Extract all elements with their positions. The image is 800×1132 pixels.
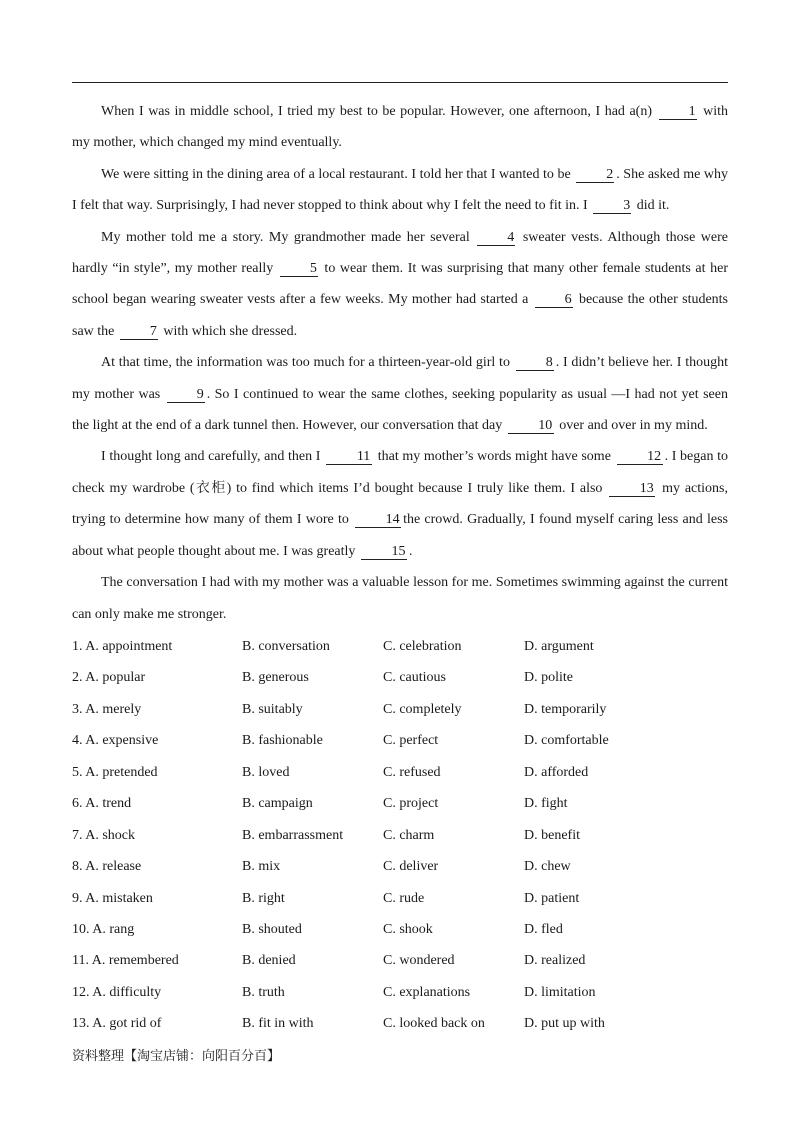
blank-4: 4 [477, 230, 515, 246]
cloze-passage [72, 96, 728, 630]
option-choice: B. conversation [242, 639, 330, 654]
blank-5: 5 [280, 261, 318, 277]
option-choice: C. deliver [383, 859, 439, 875]
paragraph [72, 441, 728, 567]
option-row [72, 1008, 728, 1039]
blank-11: 11 [326, 449, 372, 465]
option-choice: B. generous [242, 670, 309, 686]
footer-note: 资料整理【淘宝店铺：向阳百分百】 [72, 1049, 281, 1064]
passage-text: . So I continued to wear the same clothes, seeking popularity as usual —I had not yet seen the light at the end of a dark tunnel then. However, our conversation that day [72, 386, 728, 434]
option-choice: C. charm [383, 827, 435, 843]
option-choice: 11. A. remembered [72, 953, 179, 969]
option-choice: B. right [242, 890, 285, 906]
option-choice: D. fight [524, 796, 568, 812]
answer-options [72, 631, 728, 1040]
blank-2: 2 [576, 167, 614, 183]
option-choice: C. explanations [383, 984, 471, 1000]
option-choice: D. patient [524, 890, 580, 906]
option-choice: D. limitation [524, 984, 596, 1000]
option-choice: C. shook [383, 921, 433, 937]
option-choice: 3. A. merely [72, 701, 142, 717]
option-choice: B. loved [242, 764, 290, 780]
option-choice: B. mix [242, 859, 281, 875]
option-choice: 4. A. expensive [72, 733, 159, 749]
option-choice: 8. A. release [72, 859, 142, 875]
option-choice: C. rude [383, 890, 425, 906]
option-row [72, 977, 728, 1008]
option-row [72, 820, 728, 851]
option-choice: C. cautious [383, 670, 446, 686]
option-choice: D. comfortable [524, 733, 609, 749]
option-choice: 1. A. appointment [72, 639, 173, 654]
option-row [72, 945, 728, 976]
blank-13: 13 [609, 481, 655, 497]
option-choice: C. completely [383, 701, 462, 717]
passage-text: We were sitting in the dining area of a local restaurant. I told her that I wanted to be [101, 166, 575, 182]
option-choice: C. looked back on [383, 1016, 485, 1032]
passage-text: My mother told me a story. My grandmother made her several [101, 229, 476, 245]
passage-text: to wear them. It was surprising that many other female students at her school began wearing sweater vests after a few weeks. My mother had started a [72, 261, 728, 308]
paragraph [72, 159, 728, 222]
paragraph [72, 96, 728, 159]
option-choice: B. embarrassment [242, 827, 344, 843]
paragraph [72, 347, 728, 441]
option-choice: C. project [383, 796, 439, 812]
passage-text: At that time, the information was too much for a thirteen-year-old girl to [101, 355, 514, 371]
option-row [72, 883, 728, 914]
option-choice: 2. A. popular [72, 670, 146, 686]
option-choice: C. refused [383, 764, 441, 780]
blank-1: 1 [659, 104, 697, 120]
passage-text: did it. [633, 198, 670, 214]
option-row [72, 788, 728, 819]
option-choice: C. perfect [383, 733, 439, 749]
option-choice: 12. A. difficulty [72, 984, 162, 1000]
option-choice: C. wondered [383, 953, 455, 969]
paragraph [72, 222, 728, 348]
option-choice: 5. A. pretended [72, 764, 158, 780]
option-choice: B. fit in with [242, 1016, 314, 1032]
passage-text: . She asked me why I felt that way. Surprisingly, I had never stopped to think about why I felt the need to fit in. I [72, 166, 729, 214]
passage-text: sweater vests. Although those were hardly “in style”, my mother really [72, 229, 729, 277]
passage-text: over and over in my mind. [555, 418, 708, 434]
option-choice: D. temporarily [524, 701, 607, 717]
option-choice: C. celebration [383, 639, 462, 654]
option-choice: 6. A. trend [72, 796, 132, 812]
passage-text: with my mother, which changed my mind eventually. [72, 104, 729, 151]
passage-text: I thought long and carefully, and then I [101, 449, 325, 465]
blank-8: 8 [516, 355, 554, 371]
option-choice: B. suitably [242, 701, 303, 717]
option-choice: D. argument [524, 639, 594, 654]
blank-10: 10 [508, 418, 554, 434]
option-row [72, 662, 728, 693]
blank-6: 6 [535, 292, 573, 308]
paragraph [72, 567, 728, 630]
blank-3: 3 [593, 198, 631, 214]
option-choice: B. shouted [242, 921, 302, 937]
passage-text: because the other students saw the [72, 292, 729, 339]
option-choice: 9. A. mistaken [72, 890, 153, 906]
option-row [72, 725, 728, 756]
option-choice: B. denied [242, 953, 296, 969]
option-choice: B. campaign [242, 796, 313, 812]
option-choice: D. chew [524, 859, 571, 875]
option-choice: 7. A. shock [72, 827, 135, 843]
blank-14: 14 [355, 512, 401, 528]
option-choice: 13. A. got rid of [72, 1016, 162, 1032]
blank-9: 9 [167, 387, 205, 403]
passage-text: The conversation I had with my mother was a valuable lesson for me. Sometimes swimming against the current can only make me stronger. [72, 575, 728, 622]
passage-text: my actions, trying to determine how many of them I wore to [72, 480, 729, 528]
option-choice: D. fled [524, 921, 563, 937]
option-choice: D. afforded [524, 764, 589, 780]
option-choice: 10. A. rang [72, 921, 135, 937]
passage-text: . [408, 543, 413, 559]
option-row [72, 631, 728, 662]
option-row [72, 851, 728, 882]
passage-text: When I was in middle school, I tried my best to be popular. However, one afternoon, I had a(n) [101, 104, 657, 119]
header-rule [72, 82, 728, 83]
blank-15: 15 [361, 544, 407, 560]
option-choice: D. put up with [524, 1016, 605, 1032]
passage-text: the crowd. Gradually, I found myself caring less and less about what people thought about me. I was greatly [72, 512, 729, 559]
option-choice: D. realized [524, 953, 586, 969]
option-row [72, 757, 728, 788]
option-choice: B. truth [242, 984, 285, 1000]
option-row [72, 914, 728, 945]
option-choice: D. polite [524, 670, 573, 686]
passage-text: that my mother’s words might have some [374, 449, 615, 465]
passage-text: with which she dressed. [159, 323, 298, 339]
option-choice: B. fashionable [242, 733, 323, 749]
passage-text: . I began to check my wardrobe (衣柜) to find which items I’d bought because I truly like them. I also [72, 449, 728, 496]
blank-7: 7 [120, 324, 158, 340]
blank-12: 12 [617, 449, 663, 465]
passage-text: . I didn’t believe her. I thought my mother was [72, 355, 728, 402]
option-row [72, 694, 728, 725]
option-choice: D. benefit [524, 827, 580, 843]
